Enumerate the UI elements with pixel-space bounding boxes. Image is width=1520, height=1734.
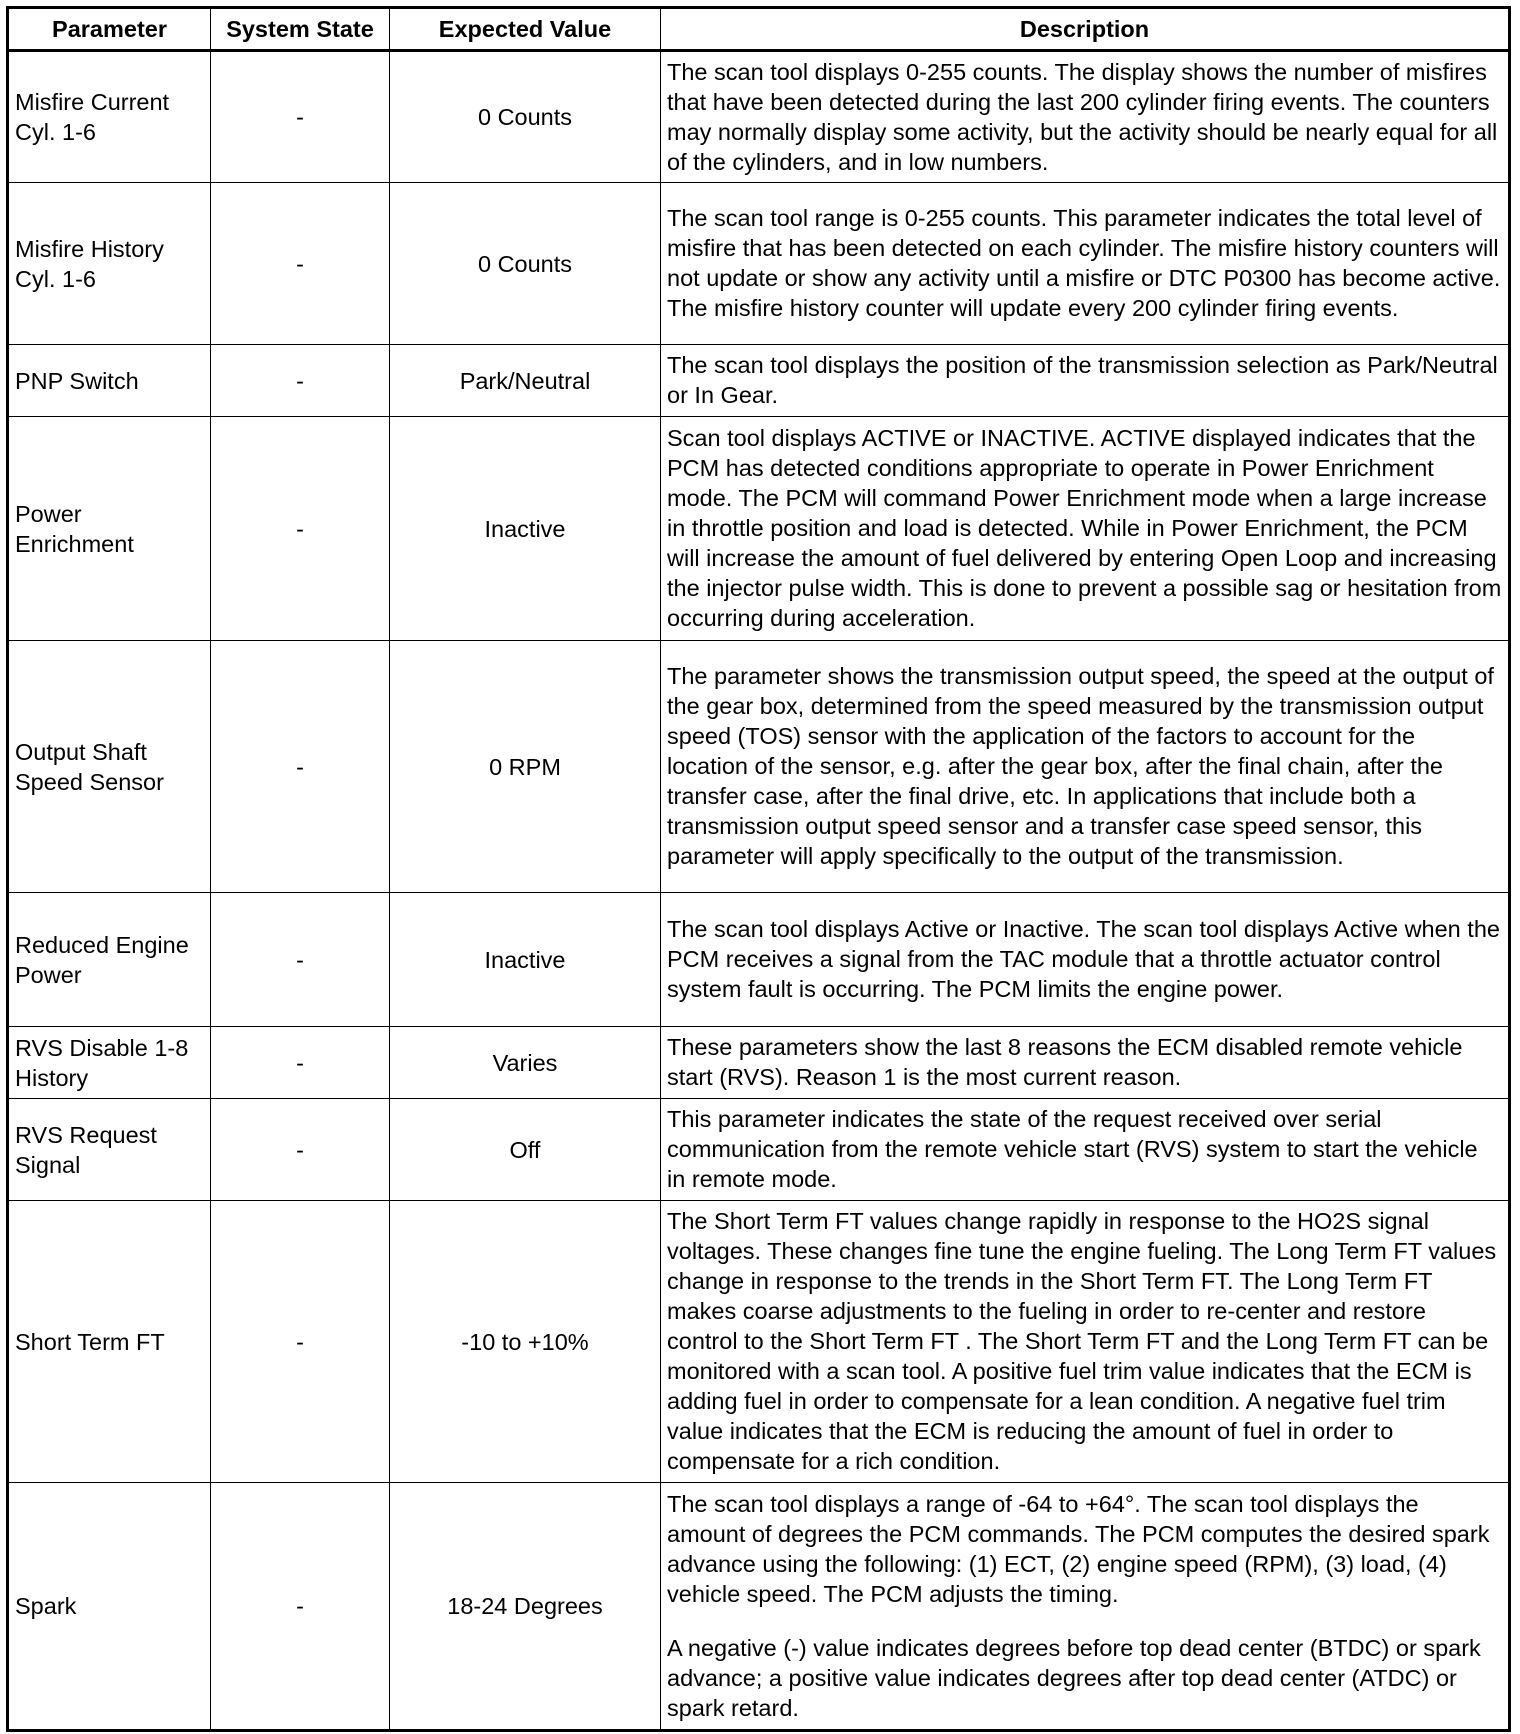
system-state-cell: - [211, 417, 390, 641]
parameter-cell: RVS Disable 1-8 History [8, 1027, 211, 1099]
description-text: The scan tool displays a range of -64 to +64°. The scan tool displays the amount of degrees the PCM commands. The PCM computes the desired spark advance using the following: (1) ECT, (2) engine speed (RPM), (3) load, (4) vehicle speed. The PCM adjusts the timing. [667, 1490, 1490, 1607]
header-description: Description [661, 8, 1510, 51]
parameter-cell: Short Term FT [8, 1201, 211, 1483]
description-text: The parameter shows the transmission output speed, the speed at the output of the gear box, determined from the speed measured by the transmission output speed (TOS) sensor with the application of the factors to account for the location of the sensor, e.g. after the gear box, after the final chain, after the transfer case, after the final drive, etc. In applications that include both a transmission output speed sensor and a transfer case speed sensor, this parameter will apply specifically to the output of the transmission. [667, 663, 1494, 869]
system-state-cell: - [211, 1099, 390, 1201]
table-row [8, 641, 1510, 893]
parameter-cell: Reduced Engine Power [8, 893, 211, 1027]
description-cell [661, 417, 1510, 641]
table-row [8, 1027, 1510, 1099]
description-cell [661, 893, 1510, 1027]
expected-value-cell: 0 Counts [390, 51, 661, 183]
table-row [8, 1099, 1510, 1201]
expected-value-cell: 0 RPM [390, 641, 661, 893]
description-cell [661, 345, 1510, 417]
expected-value-cell: Varies [390, 1027, 661, 1099]
table-row [8, 1483, 1510, 1731]
description-text: These parameters show the last 8 reasons the ECM disabled remote vehicle start (RVS). Reason 1 is the most current reason. [667, 1034, 1463, 1090]
parameter-cell: RVS Request Signal [8, 1099, 211, 1201]
table-row [8, 893, 1510, 1027]
parameter-cell: Output Shaft Speed Sensor [8, 641, 211, 893]
system-state-cell: - [211, 1201, 390, 1483]
table-row [8, 417, 1510, 641]
table-row [8, 51, 1510, 183]
description-cell [661, 183, 1510, 345]
table-row [8, 345, 1510, 417]
expected-value-cell: 18-24 Degrees [390, 1483, 661, 1731]
parameter-table-container [6, 6, 1508, 1732]
expected-value-cell: 0 Counts [390, 183, 661, 345]
system-state-cell: - [211, 1483, 390, 1731]
description-cell [661, 1027, 1510, 1099]
description-cell [661, 51, 1510, 183]
description-text: The Short Term FT values change rapidly in response to the HO2S signal voltages. These changes fine tune the engine fueling. The Long Term FT values change in response to the trends in the Short Term FT. The Long Term FT makes coarse adjustments to the fueling in order to re-center and restore control to the Short Term FT . The Short Term FT and the Long Term FT can be monitored with a scan tool. A positive fuel trim value indicates that the ECM is adding fuel in order to compensate for a lean condition. A negative fuel trim value indicates that the ECM is reducing the amount of fuel in order to compensate for a rich condition. [667, 1208, 1497, 1474]
expected-value-cell: Inactive [390, 893, 661, 1027]
description-cell [661, 641, 1510, 893]
description-cell [661, 1201, 1510, 1483]
description-cell [661, 1483, 1510, 1731]
expected-value-cell: Park/Neutral [390, 345, 661, 417]
system-state-cell: - [211, 345, 390, 417]
parameter-cell: Spark [8, 1483, 211, 1731]
system-state-cell: - [211, 51, 390, 183]
expected-value-cell: Off [390, 1099, 661, 1201]
expected-value-cell: Inactive [390, 417, 661, 641]
description-text: A negative (-) value indicates degrees before top dead center (BTDC) or spark advance; a positive value indicates degrees after top dead center (ATDC) or spark retard. [667, 1634, 1481, 1721]
table-header-row [8, 8, 1510, 51]
parameter-cell: Power Enrichment [8, 417, 211, 641]
table-row [8, 1201, 1510, 1483]
system-state-cell: - [211, 1027, 390, 1099]
table-row [8, 183, 1510, 345]
description-text: The scan tool displays the position of the transmission selection as Park/Neutral or In Gear. [667, 352, 1498, 408]
expected-value-cell: -10 to +10% [390, 1201, 661, 1483]
parameter-cell: PNP Switch [8, 345, 211, 417]
system-state-cell: - [211, 183, 390, 345]
system-state-cell: - [211, 893, 390, 1027]
description-text: The scan tool displays Active or Inactive. The scan tool displays Active when the PCM receives a signal from the TAC module that a throttle actuator control system fault is occurring. The PCM limits the engine power. [667, 916, 1500, 1002]
header-parameter: Parameter [8, 8, 211, 51]
description-cell [661, 1099, 1510, 1201]
header-system-state: System State [211, 8, 390, 51]
system-state-cell: - [211, 641, 390, 893]
header-expected-value: Expected Value [390, 8, 661, 51]
parameter-cell: Misfire History Cyl. 1-6 [8, 183, 211, 345]
scan-tool-parameter-table [6, 6, 1511, 1732]
parameter-cell: Misfire Current Cyl. 1-6 [8, 51, 211, 183]
description-text: The scan tool range is 0-255 counts. This parameter indicates the total level of misfire that has been detected on each cylinder. The misfire history counters will not update or show any activity until a misfire or DTC P0300 has become active. The misfire history counter will update every 200 cylinder firing events. [667, 205, 1501, 321]
description-text: This parameter indicates the state of the request received over serial communication from the remote vehicle start (RVS) system to start the vehicle in remote mode. [667, 1106, 1478, 1192]
description-text: The scan tool displays 0-255 counts. The display shows the number of misfires that have been detected during the last 200 cylinder firing events. The counters may normally display some activity, but the activity should be nearly equal for all of the cylinders, and in low numbers. [667, 58, 1498, 175]
description-text: Scan tool displays ACTIVE or INACTIVE. ACTIVE displayed indicates that the PCM has detected conditions appropriate to operate in Power Enrichment mode. The PCM will command Power Enrichment mode when a large increase in throttle position and load is detected. While in Power Enrichment, the PCM will increase the amount of fuel delivered by entering Open Loop and increasing the injector pulse width. This is done to prevent a possible sag or hesitation from occurring during acceleration. [667, 425, 1502, 631]
